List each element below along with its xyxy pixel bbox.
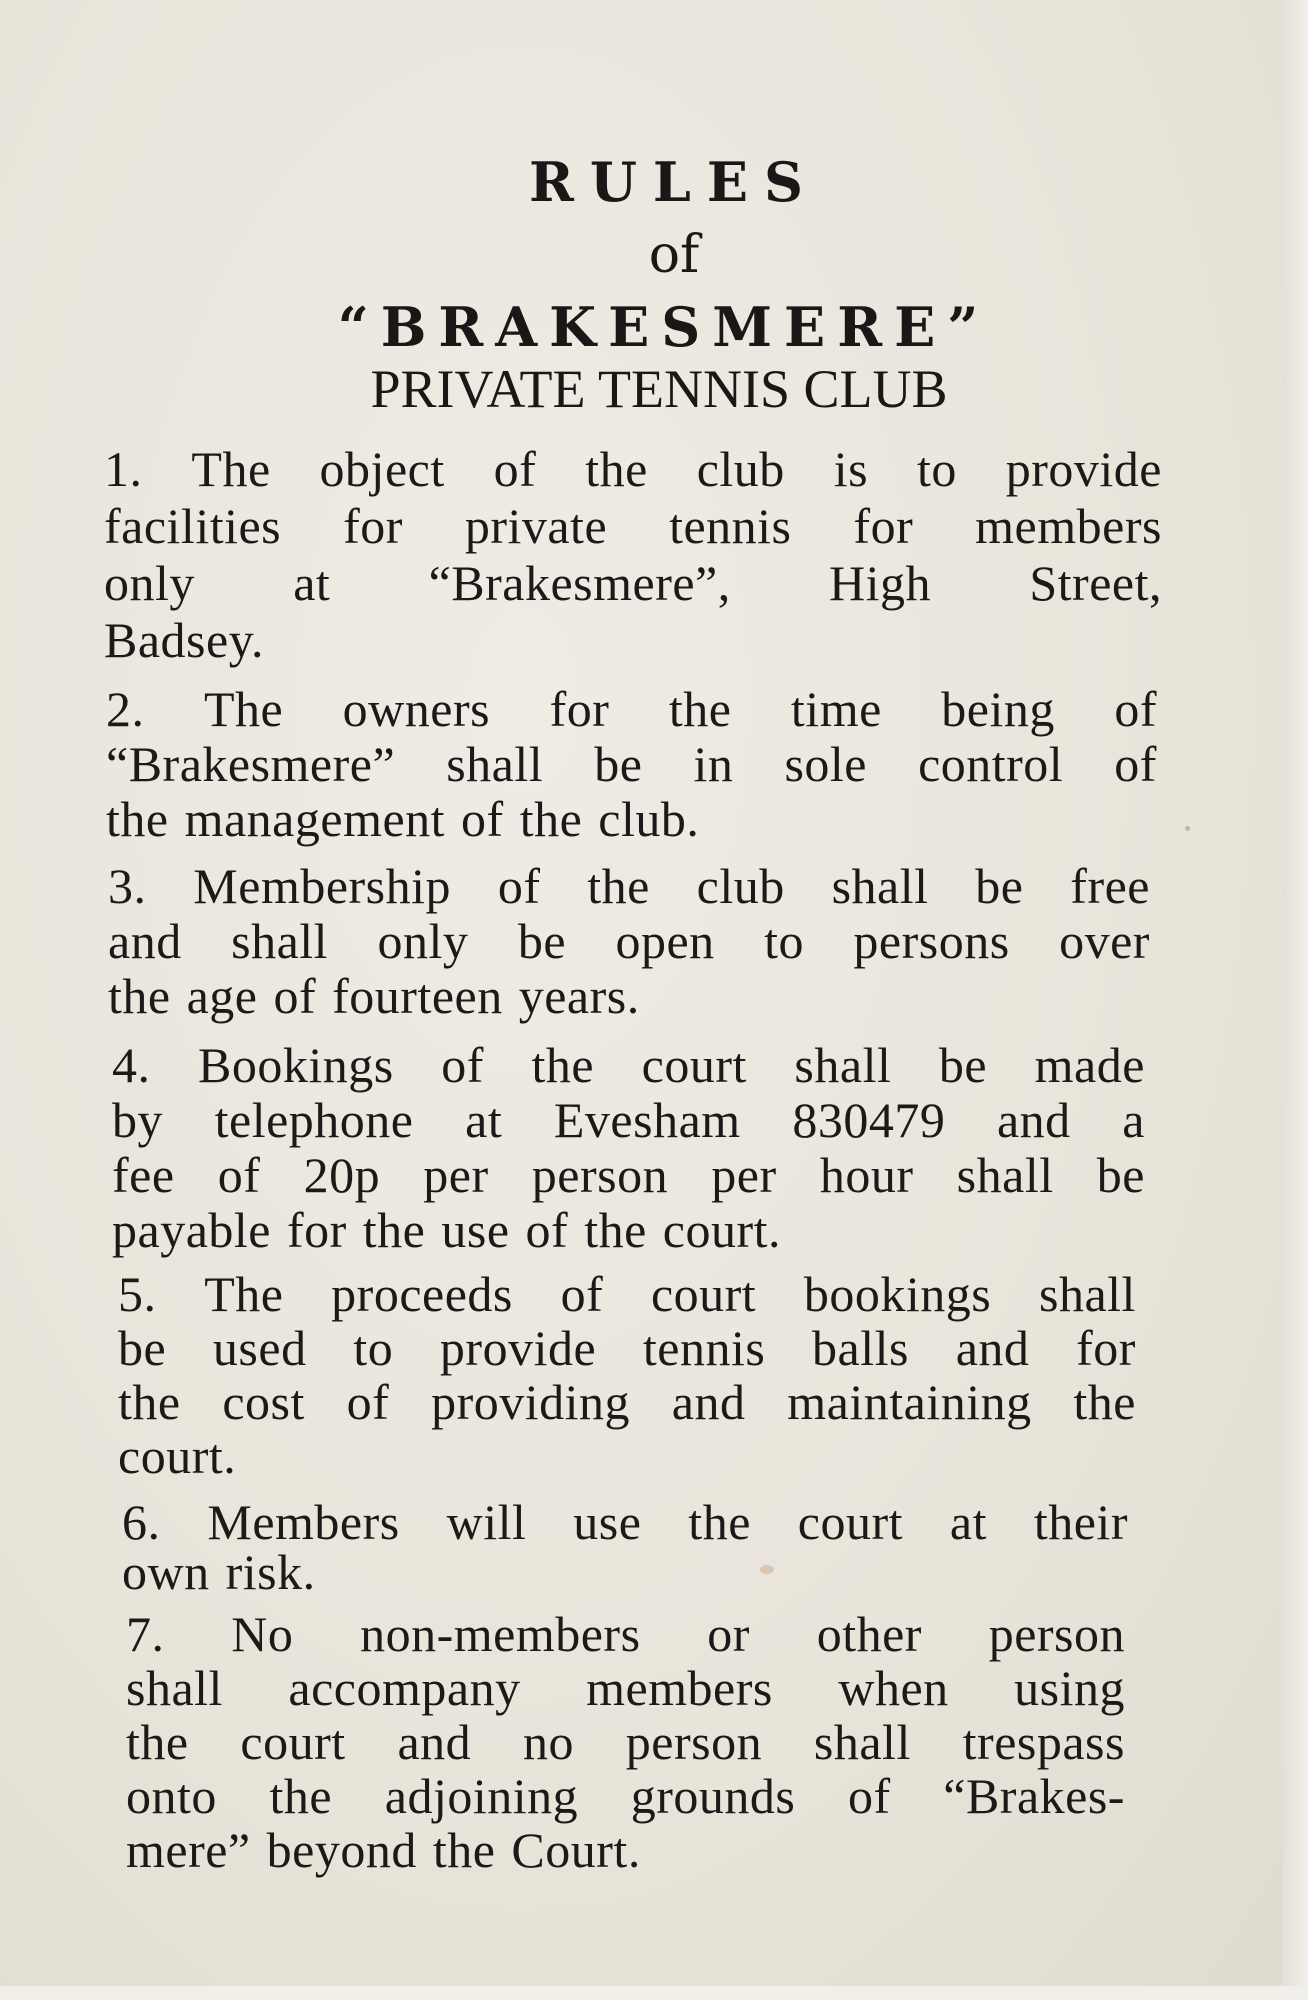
rule-1-first-line: 1. The object of the club is to provide	[104, 441, 1162, 497]
title-rules: RULES	[528, 150, 820, 214]
rule-7-line: shall accompany members when using	[126, 1660, 1125, 1716]
rule-5-line: court.	[118, 1428, 237, 1484]
rule-5-first-line: 5. The proceeds of court bookings shall	[118, 1266, 1136, 1322]
rule-6-first-line: 6. Members will use the court at their	[122, 1494, 1128, 1550]
rule-2-first-line: 2. The owners for the time being of	[106, 681, 1157, 737]
rule-7-line: the court and no person shall trespass	[126, 1714, 1125, 1770]
rule-5-line: the cost of providing and maintaining the	[118, 1374, 1136, 1430]
card-edge	[0, 1986, 1308, 2000]
club-name: “BRAKESMERE”	[337, 295, 991, 359]
rule-7-line: onto the adjoining grounds of “Brakes-	[126, 1768, 1125, 1824]
rule-7-line: mere” beyond the Court.	[126, 1822, 641, 1878]
rule-4-first-line: 4. Bookings of the court shall be made	[112, 1037, 1145, 1093]
rule-2-line: “Brakesmere” shall be in sole control of	[106, 736, 1157, 792]
rule-3-line: and shall only be open to persons over	[108, 913, 1150, 969]
title-of: of	[648, 225, 700, 285]
rule-1-line: only at “Brakesmere”, High Street,	[104, 555, 1162, 611]
rule-7-first-line: 7. No non-members or other person	[126, 1606, 1125, 1662]
rule-4-line: fee of 20p per person per hour shall be	[112, 1147, 1145, 1203]
rule-2-line: the management of the club.	[106, 791, 700, 847]
rule-3-line: the age of fourteen years.	[108, 968, 640, 1024]
rule-4-line: by telephone at Evesham 830479 and a	[112, 1092, 1145, 1148]
rule-1-line: facilities for private tennis for members	[104, 498, 1162, 554]
club-type: PRIVATE TENNIS CLUB	[370, 359, 948, 419]
rule-1-line: Badsey.	[104, 612, 264, 668]
paper-fleck	[760, 1565, 774, 1574]
rule-5-line: be used to provide tennis balls and for	[118, 1320, 1136, 1376]
paper-fleck	[1185, 826, 1190, 831]
rule-4-line: payable for the use of the court.	[112, 1202, 782, 1258]
rule-3-first-line: 3. Membership of the club shall be free	[108, 858, 1150, 914]
rule-6-line: own risk.	[122, 1544, 316, 1600]
